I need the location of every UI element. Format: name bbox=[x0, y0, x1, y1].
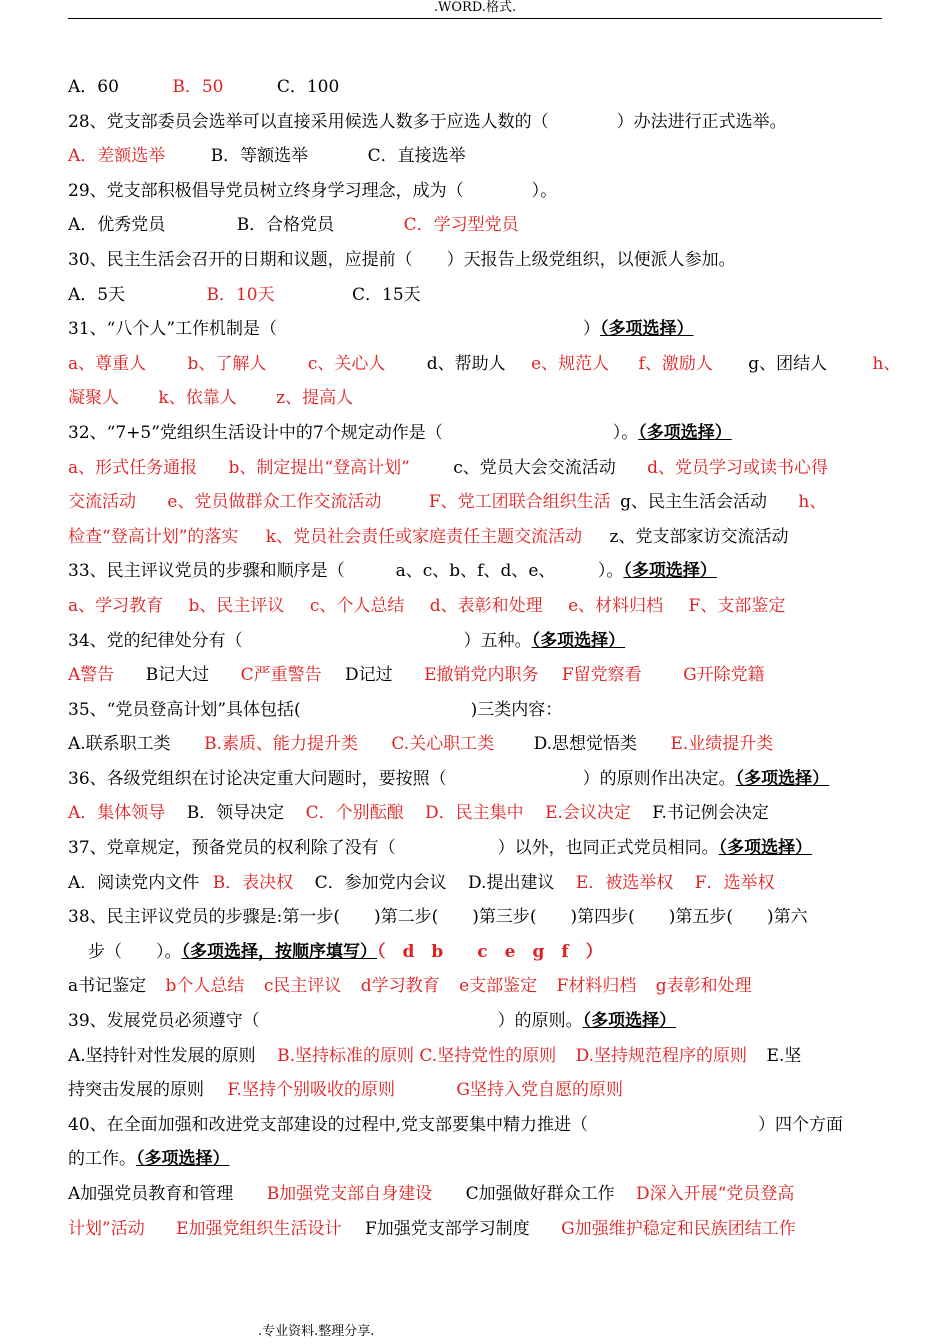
option-correct: B加强党支部自身建设 bbox=[266, 1184, 433, 1204]
option: A.坚持针对性发展的原则 bbox=[68, 1045, 256, 1066]
option-correct: e、规范人 bbox=[531, 353, 610, 374]
option: C．100 bbox=[276, 77, 340, 97]
option-correct: G加强维护稳定和民族团结工作 bbox=[561, 1218, 796, 1239]
option: C．15天 bbox=[352, 284, 421, 305]
option-correct: a、形式任务通报 bbox=[68, 457, 198, 478]
option: c民主评议 bbox=[263, 976, 342, 997]
option: F加强党支部学习制度 bbox=[364, 1218, 530, 1239]
q39-options bbox=[68, 1039, 884, 1074]
option-correct: C.坚持党性的原则 bbox=[419, 1045, 557, 1066]
question-37 bbox=[68, 831, 884, 866]
option-correct: E加强党组织生活设计 bbox=[176, 1218, 342, 1239]
option-correct: D深入开展“党员登高 bbox=[636, 1184, 795, 1204]
option: 持突击发展的原则 bbox=[68, 1080, 204, 1101]
option-correct: d、党员学习或读书心得 bbox=[647, 457, 829, 478]
question-36 bbox=[68, 762, 884, 797]
q27-options bbox=[68, 70, 884, 105]
q30-options bbox=[68, 278, 884, 313]
question-text: 39、发展党员必须遵守（ ）的原则。 bbox=[68, 1011, 583, 1032]
option: c、个人总结 bbox=[309, 595, 405, 616]
question-32 bbox=[68, 416, 884, 451]
question-28 bbox=[68, 105, 884, 140]
question-text: 步（ ）。 bbox=[88, 941, 182, 962]
multi-select-tag: （多项选择） bbox=[638, 422, 732, 443]
option-correct: B．10天 bbox=[206, 284, 275, 305]
option: a书记鉴定 bbox=[68, 976, 147, 997]
option-correct: E.会议决定 bbox=[545, 803, 631, 824]
q34-options bbox=[68, 658, 884, 693]
option: B．合格党员 bbox=[236, 215, 335, 236]
option-correct: h、 bbox=[872, 353, 901, 374]
question-text: 35、“党员登高计划”具体包括( )三类内容： bbox=[68, 699, 563, 720]
q37-options bbox=[68, 866, 884, 901]
option-correct: G开除党籍 bbox=[683, 665, 765, 686]
page-header: .WORD.格式. bbox=[433, 0, 517, 15]
option: D.提出建议 bbox=[468, 872, 555, 893]
multi-select-tag: （多项选择） bbox=[582, 1011, 677, 1032]
option-correct: A．集体领导 bbox=[68, 803, 166, 824]
question-text: 37、党章规定，预备党员的权利除了没有（ ）以外，也同正式党员相同。 bbox=[68, 838, 719, 859]
question-40-cont bbox=[68, 1142, 884, 1177]
option-correct: C严重警告 bbox=[240, 665, 322, 686]
option-correct: k、依靠人 bbox=[158, 388, 237, 409]
question-35 bbox=[68, 693, 884, 728]
q32-options-cont2 bbox=[68, 520, 884, 555]
option-correct: k、党员社会责任或家庭责任主题交流活动 bbox=[265, 526, 583, 547]
q36-options bbox=[68, 796, 884, 831]
question-31 bbox=[68, 312, 884, 347]
question-text: 的工作。 bbox=[68, 1149, 136, 1170]
option: c、党员大会交流活动 bbox=[453, 457, 616, 478]
option: a、学习教育 bbox=[68, 595, 164, 616]
question-39 bbox=[68, 1004, 884, 1039]
option: C．参加党内会议 bbox=[314, 872, 447, 893]
option: e支部鉴定 bbox=[459, 976, 538, 997]
option: A加强党员教育和管理 bbox=[68, 1184, 234, 1204]
option-correct: 交流活动 bbox=[68, 492, 136, 513]
q38-options bbox=[68, 969, 884, 1004]
multi-select-tag: （多项选择） bbox=[735, 768, 830, 789]
question-text: 28、党支部委员会选举可以直接采用候选人数多于应选人数的（ ）办法进行正式选举。 bbox=[68, 111, 787, 132]
multi-select-tag: （多项选择，按顺序填写） bbox=[181, 941, 377, 962]
multi-select-tag: （多项选择） bbox=[531, 630, 626, 651]
option-correct: b、了解人 bbox=[187, 353, 267, 374]
q39-options-cont bbox=[68, 1073, 884, 1108]
option-correct: 计划”活动 bbox=[68, 1218, 145, 1239]
option: B记大过 bbox=[145, 665, 210, 686]
question-29 bbox=[68, 174, 884, 209]
option: A．优秀党员 bbox=[68, 215, 166, 236]
option-correct: B．表决权 bbox=[212, 872, 294, 893]
document-body bbox=[68, 70, 901, 1246]
option: g、民主生活会活动 bbox=[620, 492, 767, 513]
option-correct: B．50 bbox=[172, 77, 224, 97]
option-correct: C．个别酝酿 bbox=[305, 803, 404, 824]
q32-options bbox=[68, 451, 884, 486]
q40-options-cont bbox=[68, 1212, 884, 1247]
q31-options bbox=[68, 347, 901, 382]
option: F、支部鉴定 bbox=[688, 595, 786, 616]
option-correct: b、制定提出“登高计划” bbox=[228, 457, 410, 478]
option-correct: a、尊重人 bbox=[68, 353, 147, 374]
multi-select-tag: （多项选择） bbox=[600, 319, 694, 340]
question-34 bbox=[68, 624, 884, 659]
q33-options bbox=[68, 589, 884, 624]
question-40 bbox=[68, 1108, 884, 1143]
question-38 bbox=[68, 900, 884, 935]
option-correct: B.坚持标准的原则 bbox=[277, 1045, 414, 1066]
question-text: 30、民主生活会召开的日期和议题，应提前（ ）天报告上级党组织，以便派人参加。 bbox=[68, 249, 736, 270]
option-correct: C.关心职工类 bbox=[391, 734, 495, 755]
multi-select-tag: （多项选择） bbox=[718, 838, 813, 859]
option: A．60 bbox=[68, 77, 119, 97]
q28-options bbox=[68, 139, 884, 174]
option-correct: B.素质、能力提升类 bbox=[204, 734, 358, 755]
option-correct: h、 bbox=[798, 492, 827, 513]
option-correct: F．选举权 bbox=[694, 872, 775, 893]
question-30 bbox=[68, 243, 884, 278]
option: B．领导决定 bbox=[186, 803, 285, 824]
option-correct: E.业绩提升类 bbox=[670, 734, 774, 755]
option: A．阅读党内文件 bbox=[68, 872, 200, 893]
option: d、表彰和处理 bbox=[429, 595, 543, 616]
option-correct: A警告 bbox=[68, 665, 115, 686]
question-text: 31、“八个人”工作机制是（ ） bbox=[68, 319, 601, 340]
question-38-cont bbox=[68, 935, 884, 970]
option-correct: D.坚持规范程序的原则 bbox=[575, 1045, 748, 1066]
q31-options-cont bbox=[68, 381, 884, 416]
option: e、材料归档 bbox=[568, 595, 664, 616]
option: D记过 bbox=[345, 665, 393, 686]
option: b、民主评议 bbox=[188, 595, 285, 616]
option: z、党支部家访交流活动 bbox=[609, 526, 789, 547]
option: A．5天 bbox=[68, 284, 126, 305]
option: b个人总结 bbox=[165, 976, 245, 997]
option: E.坚 bbox=[766, 1045, 802, 1066]
option-correct: F.坚持个别吸收的原则 bbox=[227, 1080, 395, 1101]
question-text: 32、“7+5”党组织生活设计中的7个规定动作是（ ）。 bbox=[68, 422, 639, 443]
option-correct: G坚持入党自愿的原则 bbox=[456, 1080, 623, 1101]
option: d、帮助人 bbox=[426, 353, 506, 374]
answer-sequence: （ d b c e g f ） bbox=[377, 941, 603, 962]
option-correct: 凝聚人 bbox=[68, 388, 119, 409]
option: F材料归档 bbox=[556, 976, 637, 997]
option-correct: F、党工团联合组织生活 bbox=[428, 492, 611, 513]
question-text: 34、党的纪律处分有（ ）五种。 bbox=[68, 630, 532, 651]
option: d学习教育 bbox=[360, 976, 440, 997]
q40-options bbox=[68, 1177, 884, 1212]
question-text: 40、在全面加强和改进党支部建设的过程中,党支部要集中精力推进（ ）四个方面 bbox=[68, 1114, 844, 1135]
option: B．等额选举 bbox=[210, 146, 309, 167]
option-correct: E撤销党内职务 bbox=[424, 665, 539, 686]
option-correct: c、关心人 bbox=[307, 353, 386, 374]
question-text: 38、民主评议党员的步骤是:第一步( )第二步( )第三步( )第四步( )第五步( )第六 bbox=[68, 907, 808, 928]
option-correct: A．差额选举 bbox=[68, 146, 166, 167]
page-footer: .专业资料.整理分享. bbox=[258, 1324, 375, 1339]
header-rule bbox=[68, 18, 882, 19]
option: A.联系职工类 bbox=[68, 734, 171, 755]
option: C．直接选举 bbox=[367, 146, 466, 167]
option: F.书记例会决定 bbox=[652, 803, 769, 824]
option-correct: C．学习型党员 bbox=[403, 215, 519, 236]
option-correct: e、党员做群众工作交流活动 bbox=[167, 492, 382, 513]
multi-select-tag: （多项选择） bbox=[136, 1149, 230, 1170]
q32-options-cont1 bbox=[68, 485, 884, 520]
question-text: 36、各级党组织在讨论决定重大问题时，要按照（ ）的原则作出决定。 bbox=[68, 768, 736, 789]
option: D.思想觉悟类 bbox=[533, 734, 638, 755]
multi-select-tag: （多项选择） bbox=[623, 561, 717, 582]
option-correct: D．民主集中 bbox=[425, 803, 524, 824]
q35-options bbox=[68, 727, 884, 762]
question-text: 29、党支部积极倡导党员树立终身学习理念，成为（ ）。 bbox=[68, 180, 558, 201]
question-33 bbox=[68, 554, 884, 589]
option-correct: E．被选举权 bbox=[575, 872, 674, 893]
option-correct: F留党察看 bbox=[561, 665, 642, 686]
option: g表彰和处理 bbox=[655, 976, 752, 997]
option: C加强做好群众工作 bbox=[465, 1184, 615, 1204]
option: g、团结人 bbox=[748, 353, 828, 374]
option-correct: 检查“登高计划”的落实 bbox=[68, 526, 239, 547]
q29-options bbox=[68, 208, 884, 243]
option-correct: z、提高人 bbox=[276, 388, 354, 409]
option-correct: f、激励人 bbox=[638, 353, 713, 374]
question-text: 33、民主评议党员的步骤和顺序是（ a、c、b、f、d、e、 ）。 bbox=[68, 561, 624, 582]
